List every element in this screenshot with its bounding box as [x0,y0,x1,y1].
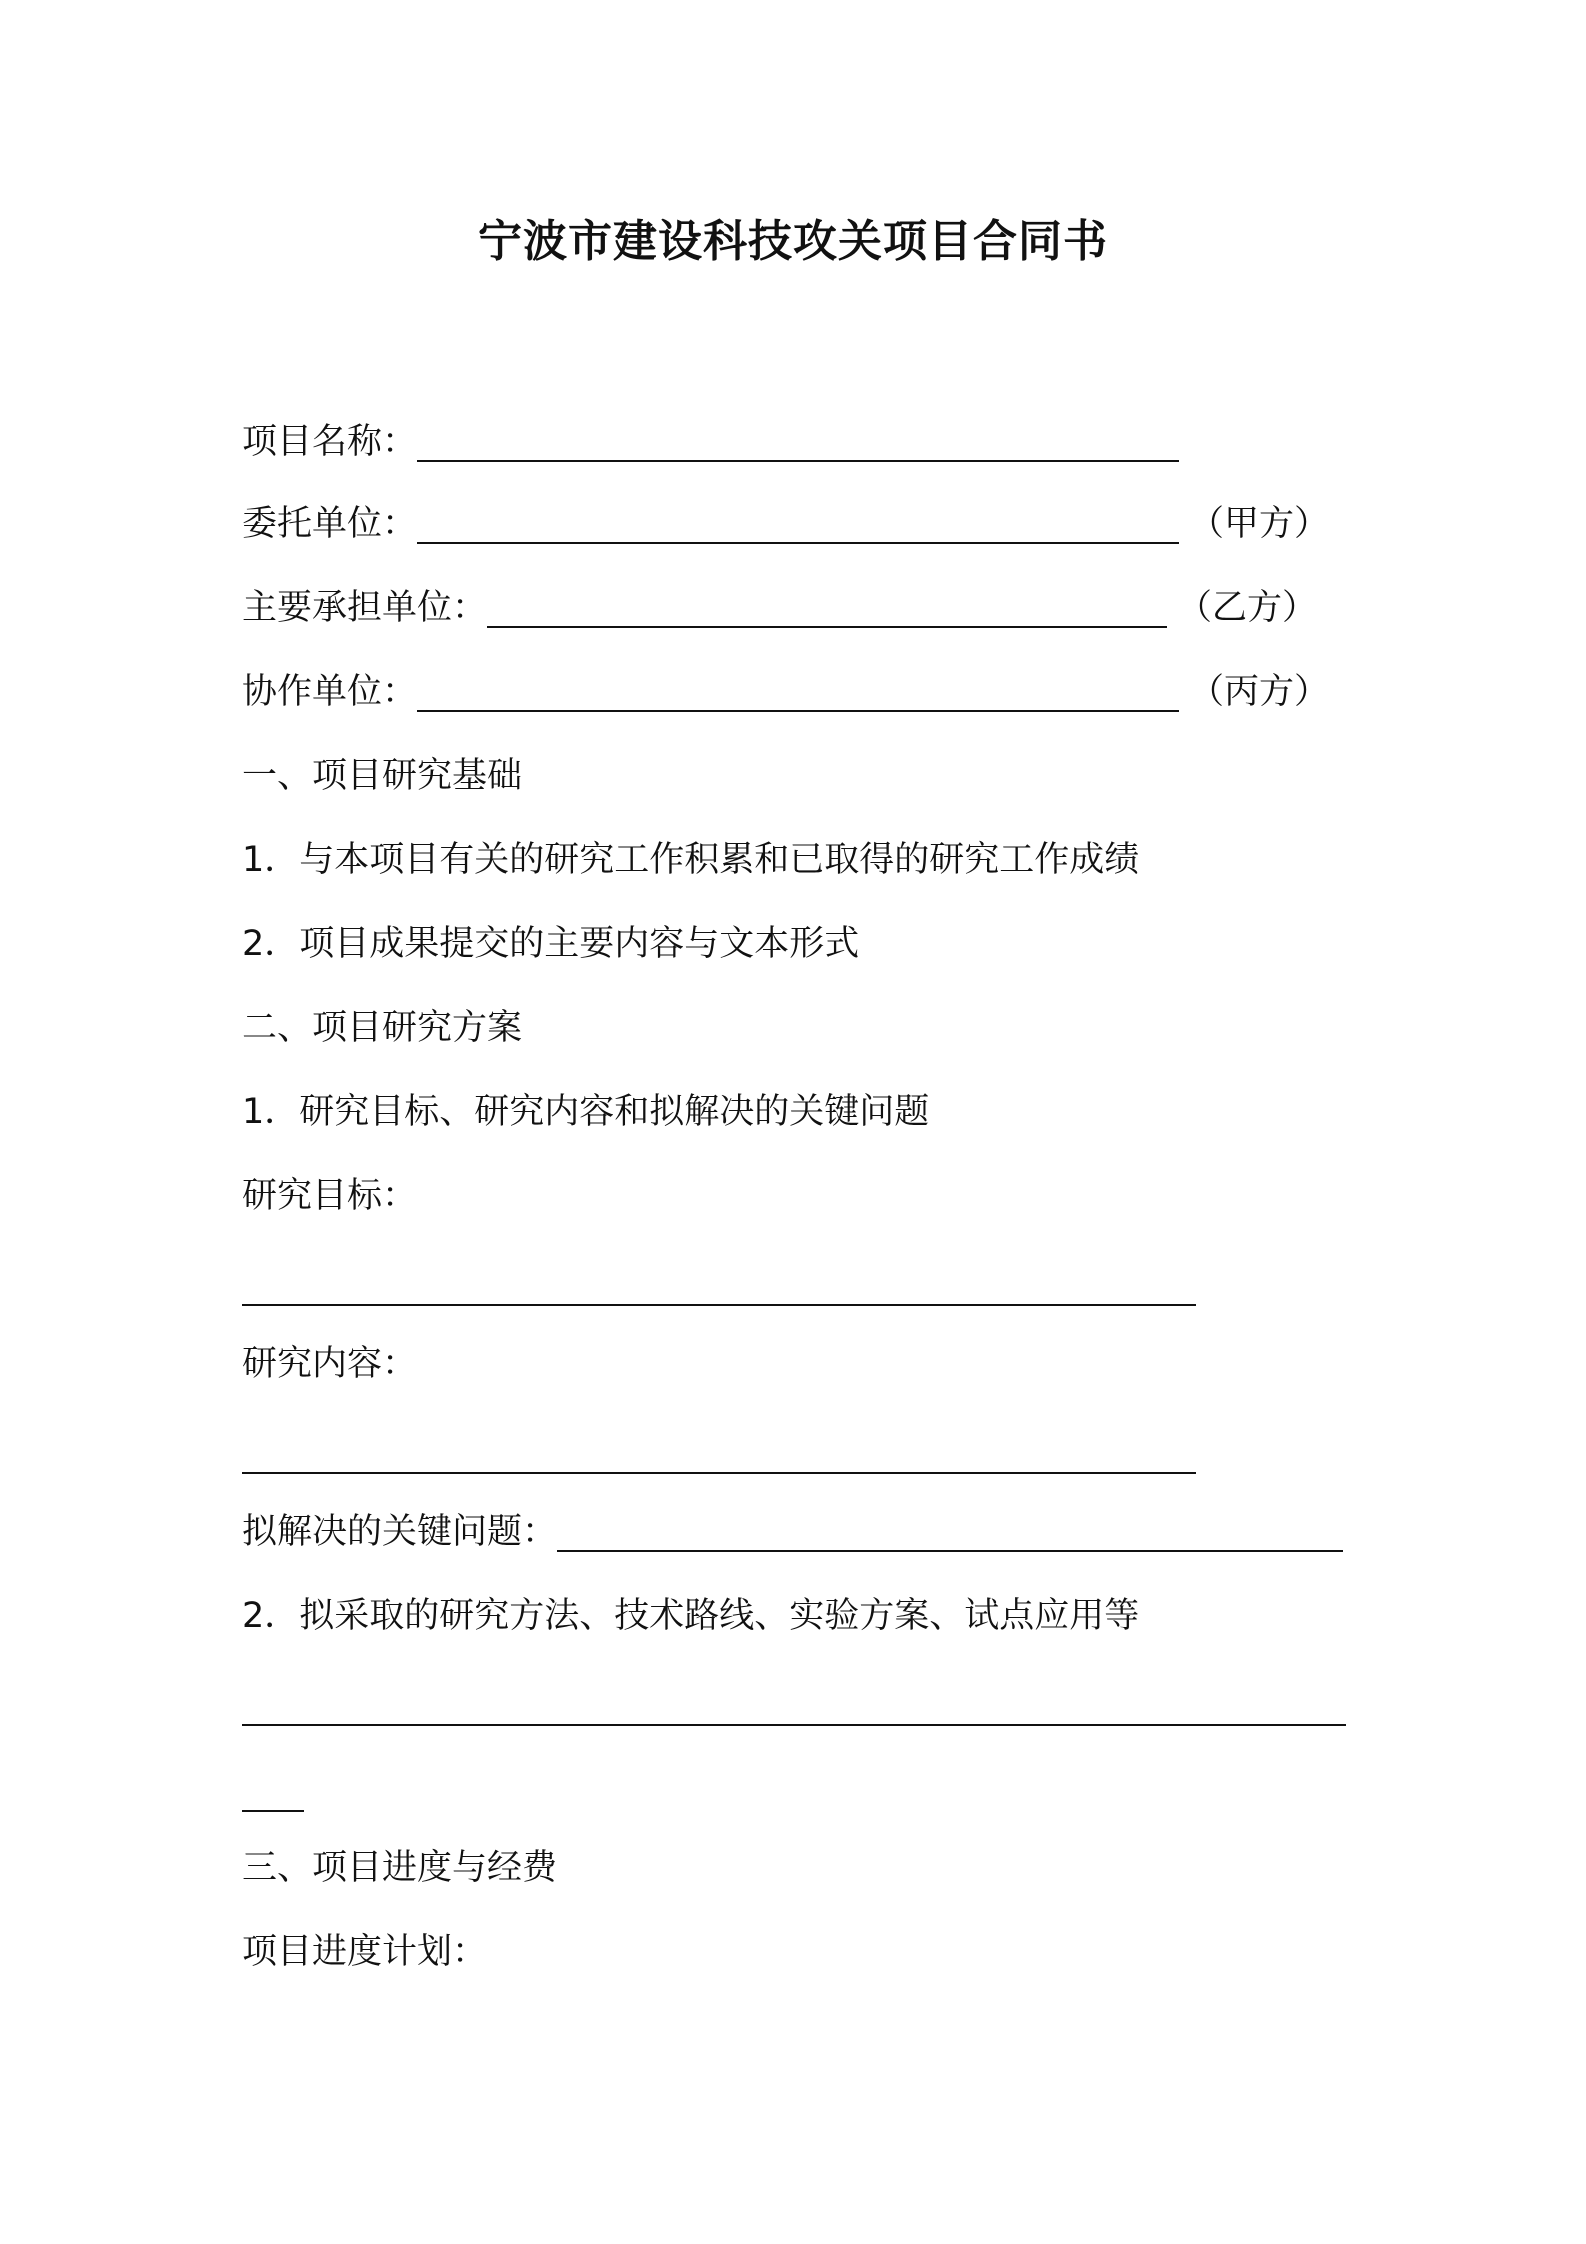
main-undertaker-blank[interactable] [487,596,1167,628]
section-heading: 三、项目进度与经费 [242,1848,558,1888]
subsection-heading: 2．项目成果提交的主要内容与文本形式 [242,924,860,964]
research-goal-label: 研究目标： [242,1176,418,1216]
method-blank-line-1[interactable] [242,1724,1346,1726]
research-content-blank[interactable] [242,1472,1196,1474]
research-goal-blank[interactable] [242,1304,1196,1306]
party-c-label: （丙方） [1189,672,1330,712]
key-problems-label: 拟解决的关键问题： [242,1512,558,1552]
field-key-problems [242,1508,1343,1556]
schedule-label: 项目进度计划： [242,1932,488,1972]
subsection-heading: 2．拟采取的研究方法、技术路线、实验方案、试点应用等 [242,1596,1140,1636]
field-project-name [242,418,1179,466]
party-b-label: （乙方） [1177,588,1318,628]
field-label: 主要承担单位： [242,588,488,628]
collaborator-blank[interactable] [417,680,1179,712]
document-title: 宁波市建设科技攻关项目合同书 [478,216,1108,267]
field-label: 项目名称： [242,422,418,462]
field-label: 协作单位： [242,672,418,712]
subsection-heading: 1．研究目标、研究内容和拟解决的关键问题 [242,1092,930,1132]
method-blank-line-2[interactable] [242,1810,304,1812]
section-heading: 一、项目研究基础 [242,756,523,796]
field-collaborator [242,668,1329,716]
section-heading: 二、项目研究方案 [242,1008,523,1048]
client-blank[interactable] [417,512,1179,544]
key-problems-blank[interactable] [557,1520,1343,1552]
subsection-heading: 1．与本项目有关的研究工作积累和已取得的研究工作成绩 [242,840,1140,880]
party-a-label: （甲方） [1189,504,1330,544]
field-main-undertaker [242,584,1317,632]
research-content-label: 研究内容： [242,1344,418,1384]
field-label: 委托单位： [242,504,418,544]
field-client [242,500,1329,548]
project-name-blank[interactable] [417,430,1179,462]
